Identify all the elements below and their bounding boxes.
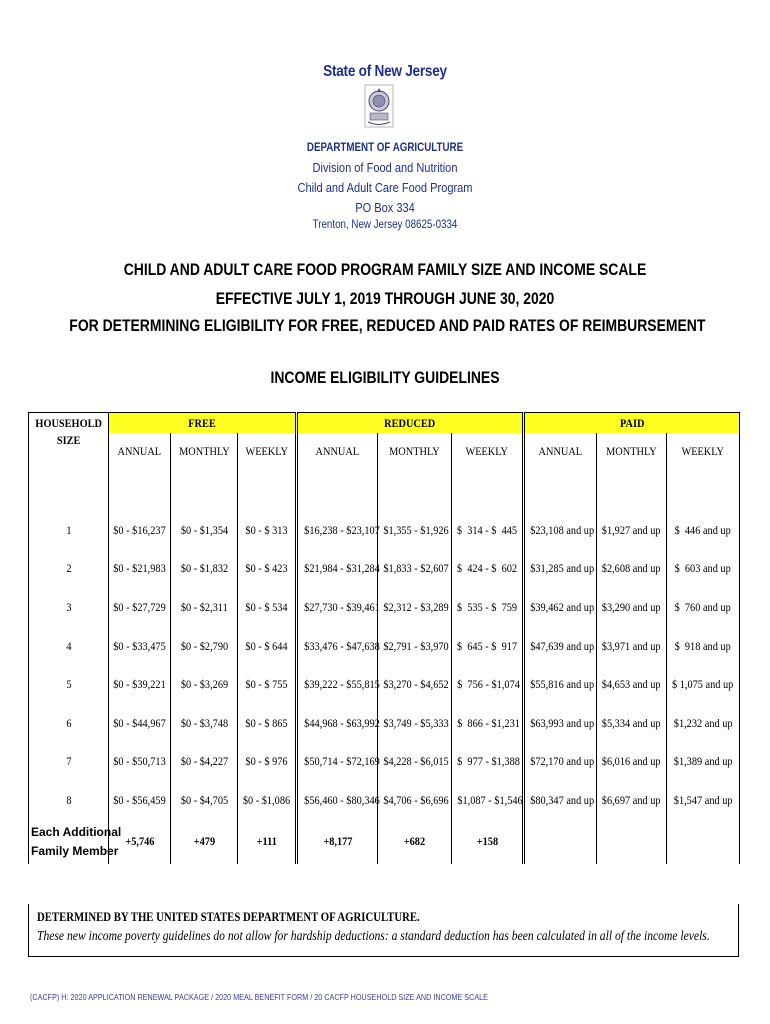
city-address: Trenton, New Jersey 08625-0334 (312, 219, 458, 231)
income-cell: $56,460 - $80,346 (297, 781, 378, 820)
income-cell: $3,290 and up (597, 588, 667, 627)
household-size-cell: 4 (29, 627, 109, 666)
additional-cell: +158 (452, 820, 524, 864)
spacer-cell (29, 469, 109, 511)
po-box: PO Box 334 (355, 200, 415, 215)
additional-cell: +5,746 (109, 820, 171, 864)
table-row (29, 704, 740, 743)
income-cell: $0 - $ 976 (238, 743, 297, 782)
column-header: MONTHLY (171, 433, 238, 469)
free-group-header: FREE (109, 413, 297, 434)
income-cell: $2,791 - $3,970 (378, 627, 452, 666)
income-cell: $4,228 - $6,015 (378, 743, 452, 782)
income-cell: $ 1,075 and up (667, 665, 740, 704)
additional-member-label: Each Additional Family Member (29, 820, 109, 864)
income-cell: $1,927 and up (597, 511, 667, 550)
income-cell: $4,653 and up (597, 665, 667, 704)
column-header: ANNUAL (524, 433, 597, 469)
income-cell: $ 756 - $1,074 (452, 665, 524, 704)
household-size-cell: 1 (29, 511, 109, 550)
section-title: INCOME ELIGIBILITY GUIDELINES (270, 368, 500, 387)
income-cell: $16,238 - $23,107 (297, 511, 378, 550)
income-cell: $1,833 - $2,607 (378, 550, 452, 589)
footer-determined: DETERMINED BY THE UNITED STATES DEPARTMENT OF AGRICULTURE. (37, 910, 420, 924)
income-cell: $0 - $33,475 (109, 627, 171, 666)
footer-box (28, 904, 739, 957)
income-cell: $0 - $ 423 (238, 550, 297, 589)
additional-cell (597, 820, 667, 864)
household-size-cell: 2 (29, 550, 109, 589)
income-cell: $0 - $ 644 (238, 627, 297, 666)
income-cell: $50,714 - $72,169 (297, 743, 378, 782)
household-header: HOUSEHOLD (29, 413, 109, 434)
income-cell: $4,706 - $6,696 (378, 781, 452, 820)
footer-note: These new income poverty guidelines do not allow for hardship deductions: a standard deduction has been calculated in all of the income levels. (37, 928, 710, 943)
additional-cell: +8,177 (297, 820, 378, 864)
column-header: ANNUAL (297, 433, 378, 469)
income-cell: $2,312 - $3,289 (378, 588, 452, 627)
column-header: ANNUAL (109, 433, 171, 469)
income-cell: $0 - $4,227 (171, 743, 238, 782)
table-row (29, 627, 740, 666)
household-size-cell: 5 (29, 665, 109, 704)
income-cell: $0 - $39,221 (109, 665, 171, 704)
income-cell: $72,170 and up (524, 743, 597, 782)
income-cell: $39,462 and up (524, 588, 597, 627)
income-cell: $0 - $3,269 (171, 665, 238, 704)
state-name: State of New Jersey (323, 63, 447, 80)
effective-dates: EFFECTIVE JULY 1, 2019 THROUGH JUNE 30, 2020 (215, 289, 555, 308)
spacer-cell (667, 469, 740, 511)
income-cell: $3,971 and up (597, 627, 667, 666)
program-name: Child and Adult Care Food Program (297, 180, 473, 195)
income-cell: $5,334 and up (597, 704, 667, 743)
table-row (29, 588, 740, 627)
income-cell: $1,355 - $1,926 (378, 511, 452, 550)
income-cell: $0 - $1,354 (171, 511, 238, 550)
document-reference: (CACFP) H: 2020 APPLICATION RENEWAL PACKAGE / 2020 MEAL BENEFIT FORM / 20 CACFP HOUSEHOLD SIZE AND INCOME SCALE (30, 992, 488, 1002)
spacer-cell (378, 469, 452, 511)
household-size-cell: 6 (29, 704, 109, 743)
income-cell: $55,816 and up (524, 665, 597, 704)
income-cell: $27,730 - $39,461 (297, 588, 378, 627)
income-cell: $6,697 and up (597, 781, 667, 820)
income-cell: $0 - $1,086 (238, 781, 297, 820)
income-cell: $ 918 and up (667, 627, 740, 666)
income-cell: $ 645 - $ 917 (452, 627, 524, 666)
division-name: Division of Food and Nutrition (312, 160, 458, 175)
table-row (29, 665, 740, 704)
document-title: CHILD AND ADULT CARE FOOD PROGRAM FAMILY SIZE AND INCOME SCALE (123, 260, 647, 279)
additional-cell: +479 (171, 820, 238, 864)
income-cell: $ 314 - $ 445 (452, 511, 524, 550)
spacer-cell (452, 469, 524, 511)
state-seal-icon (364, 84, 394, 128)
reduced-group-header: REDUCED (297, 413, 524, 434)
income-cell: $3,749 - $5,333 (378, 704, 452, 743)
income-cell: $0 - $4,705 (171, 781, 238, 820)
income-cell: $44,968 - $63,992 (297, 704, 378, 743)
income-cell: $39,222 - $55,815 (297, 665, 378, 704)
column-header: MONTHLY (378, 433, 452, 469)
income-cell: $ 977 - $1,388 (452, 743, 524, 782)
income-cell: $0 - $1,832 (171, 550, 238, 589)
income-cell: $0 - $16,237 (109, 511, 171, 550)
income-cell: $0 - $2,311 (171, 588, 238, 627)
income-cell: $0 - $2,790 (171, 627, 238, 666)
income-cell: $ 866 - $1,231 (452, 704, 524, 743)
income-cell: $ 760 and up (667, 588, 740, 627)
spacer-cell (524, 469, 597, 511)
income-cell: $80,347 and up (524, 781, 597, 820)
income-cell: $63,993 and up (524, 704, 597, 743)
income-cell: $1,087 - $1,546 (452, 781, 524, 820)
income-cell: $0 - $ 865 (238, 704, 297, 743)
income-cell: $ 424 - $ 602 (452, 550, 524, 589)
purpose-title: FOR DETERMINING ELIGIBILITY FOR FREE, REDUCED AND PAID RATES OF REIMBURSEMENT (69, 316, 706, 335)
income-cell: $31,285 and up (524, 550, 597, 589)
household-size-cell: 3 (29, 588, 109, 627)
income-cell: $3,270 - $4,652 (378, 665, 452, 704)
column-header: WEEKLY (667, 433, 740, 469)
additional-cell: +111 (238, 820, 297, 864)
income-cell: $1,232 and up (667, 704, 740, 743)
income-cell: $0 - $56,459 (109, 781, 171, 820)
income-cell: $0 - $21,983 (109, 550, 171, 589)
spacer-cell (597, 469, 667, 511)
income-cell: $23,108 and up (524, 511, 597, 550)
spacer-cell (171, 469, 238, 511)
table-row (29, 743, 740, 782)
additional-cell: +682 (378, 820, 452, 864)
income-cell: $0 - $50,713 (109, 743, 171, 782)
income-cell: $0 - $3,748 (171, 704, 238, 743)
table-row (29, 781, 740, 820)
paid-group-header: PAID (524, 413, 740, 434)
income-cell: $6,016 and up (597, 743, 667, 782)
income-cell: $0 - $27,729 (109, 588, 171, 627)
spacer-cell (109, 469, 171, 511)
income-cell: $0 - $ 534 (238, 588, 297, 627)
household-header-size: SIZE (29, 433, 109, 469)
income-cell: $1,547 and up (667, 781, 740, 820)
additional-cell (667, 820, 740, 864)
table-row (29, 550, 740, 589)
income-cell: $ 446 and up (667, 511, 740, 550)
income-cell: $0 - $ 313 (238, 511, 297, 550)
column-header: MONTHLY (597, 433, 667, 469)
spacer-cell (238, 469, 297, 511)
table-row (29, 511, 740, 550)
column-header: WEEKLY (238, 433, 297, 469)
income-cell: $47,639 and up (524, 627, 597, 666)
income-cell: $2,608 and up (597, 550, 667, 589)
column-header: WEEKLY (452, 433, 524, 469)
income-cell: $33,476 - $47,638 (297, 627, 378, 666)
household-size-cell: 7 (29, 743, 109, 782)
income-cell: $0 - $44,967 (109, 704, 171, 743)
department-name: DEPARTMENT OF AGRICULTURE (306, 142, 464, 154)
income-cell: $ 535 - $ 759 (452, 588, 524, 627)
additional-cell (524, 820, 597, 864)
household-size-cell: 8 (29, 781, 109, 820)
spacer-cell (297, 469, 378, 511)
income-cell: $ 603 and up (667, 550, 740, 589)
income-cell: $21,984 - $31,284 (297, 550, 378, 589)
income-cell: $0 - $ 755 (238, 665, 297, 704)
income-scale-table (28, 412, 740, 864)
income-cell: $1,389 and up (667, 743, 740, 782)
